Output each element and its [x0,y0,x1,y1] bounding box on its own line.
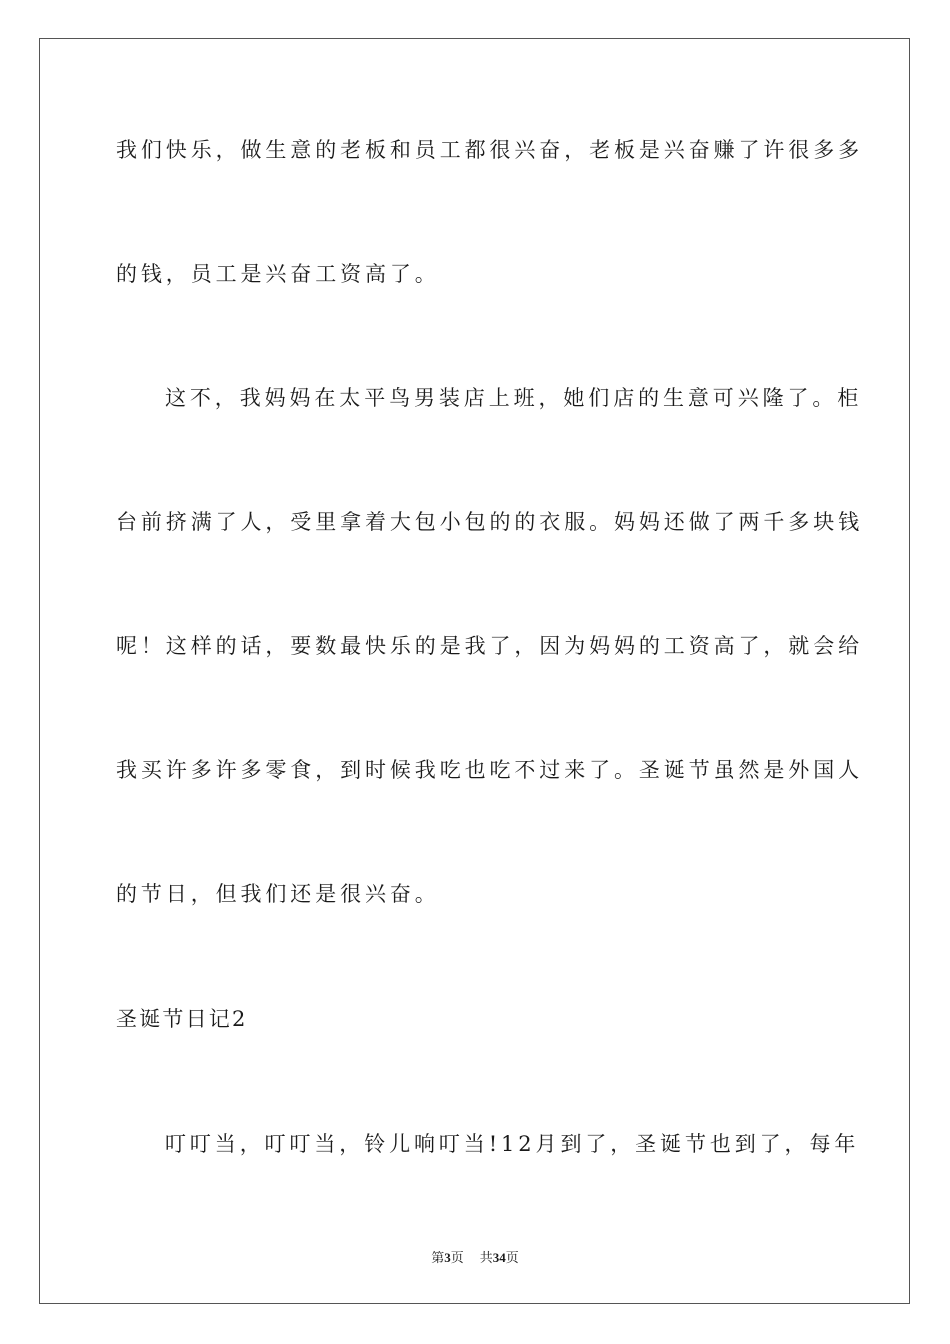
total-suffix: 页 [505,1251,519,1266]
page-border [39,38,910,1304]
page-number: 3 [444,1250,451,1265]
body-line-5: 呢！这样的话，要数最快乐的是我了，因为妈妈的工资高了，就会给 [116,634,863,658]
body-line-1: 我们快乐，做生意的老板和员工都很兴奋，老板是兴奋赚了许很多多 [116,138,863,162]
page-footer [0,1247,950,1266]
body-line-8: 叮叮当，叮叮当，铃儿响叮当!12月到了，圣诞节也到了，每年 [165,1132,860,1156]
page-prefix: 第 [431,1251,445,1266]
body-line-4: 台前挤满了人，受里拿着大包小包的的衣服。妈妈还做了两千多块钱 [116,510,863,534]
body-line-2: 的钱，员工是兴奋工资高了。 [116,262,440,286]
section-heading: 圣诞节日记2 [116,1007,248,1031]
page-suffix: 页 [450,1251,464,1266]
body-line-6: 我买许多许多零食，到时候我吃也吃不过来了。圣诞节虽然是外国人 [116,758,863,782]
body-line-7: 的节日，但我们还是很兴奋。 [116,882,440,906]
body-line-3: 这不，我妈妈在太平鸟男装店上班，她们店的生意可兴隆了。柜 [165,386,863,410]
total-pages: 34 [492,1250,506,1265]
total-prefix: 共 [479,1251,493,1266]
